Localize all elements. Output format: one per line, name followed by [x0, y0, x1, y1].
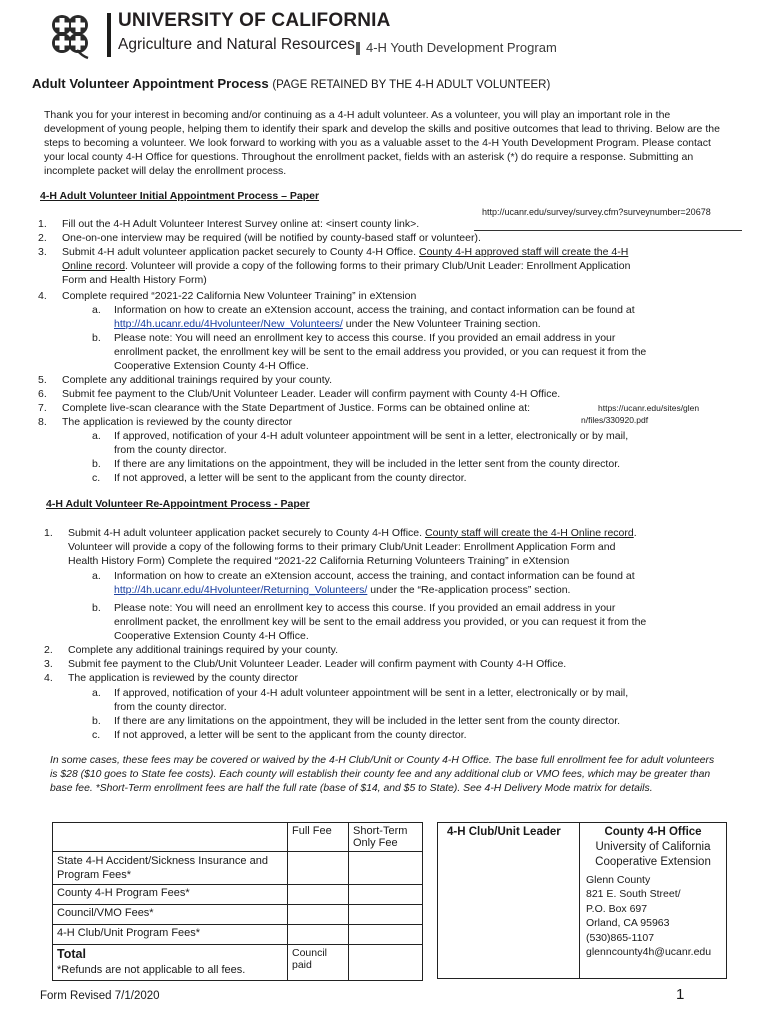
- reappt-step-4: The application is reviewed by the county director: [68, 672, 298, 684]
- new-volunteers-link[interactable]: http://4h.ucanr.edu/4Hvolunteer/New_Volunteers/: [114, 318, 343, 330]
- fee-input[interactable]: [288, 852, 349, 885]
- reappt-step-4b: If there are any limitations on the appointment, they will be included in the letter sent from the county director.: [114, 715, 621, 727]
- initial-step-8: The application is reviewed by the county director: [62, 416, 292, 428]
- fee-input[interactable]: [288, 885, 349, 905]
- county-email[interactable]: glenncounty4h@ucanr.edu: [586, 946, 712, 959]
- survey-url-line: [474, 230, 742, 231]
- header-divider: [107, 13, 111, 57]
- county-office: County 4-H Office University of California Cooperative Extension: [595, 826, 711, 868]
- col-short-term-fee: Short-Term Only Fee: [349, 823, 423, 852]
- returning-volunteers-link[interactable]: http://4h.ucanr.edu/4Hvolunteer/Returning_Volunteers/: [114, 584, 368, 596]
- col-full-fee: Full Fee: [288, 823, 349, 852]
- four-leaf-clover-icon: [44, 10, 96, 62]
- initial-step-7: Complete live-scan clearance with the State Department of Justice. Forms can be obtained online at:: [62, 402, 531, 414]
- form-revised: Form Revised 7/1/2020: [40, 990, 160, 1002]
- initial-step-4b: Please note: You will need an enrollment key to access this course. If you provided an email address in your enrollment packet, the enrollment key will be sent to the email address you provided, or you can request it from the Cooperative Extension County 4-H Office.: [114, 332, 647, 372]
- reappt-step-3: Submit fee payment to the Club/Unit Volunteer Leader. Leader will confirm payment with County 4-H Office.: [68, 658, 567, 670]
- contact-box: [437, 822, 727, 979]
- fee-input[interactable]: [349, 885, 423, 905]
- org-division: Agriculture and Natural Resources: [118, 36, 355, 53]
- council-paid: Council paid: [288, 945, 349, 981]
- reappt-step-4c: If not approved, a letter will be sent to the applicant from the county director.: [114, 729, 467, 741]
- fee-note: In some cases, these fees may be covered or waived by the 4-H Club/Unit or County 4-H Office. The base full enrollment fee for adult volunteers is $28 ($10 goes to State fee costs). Each county will establish their county fee and any additional club or VMO fees, which may be greater than base fee. *Short-Term enrollment fees are half the full rate (base of $14, and $5 to State). See 4-H Delivery Mode matrix for details.: [50, 755, 715, 794]
- title-main: Adult Volunteer Appointment Process: [32, 76, 269, 91]
- initial-step-4: Complete required “2021-22 California New Volunteer Training” in eXtension: [62, 290, 417, 302]
- program-name: 4-H Youth Development Program: [366, 40, 557, 55]
- initial-step-3: Submit 4-H adult volunteer application packet securely to County 4-H Office. County 4-H approved staff will create the 4-H Online record. Volunteer will provide a copy of the following forms to their primary Club/Unit Leader: Enrollment Application Form and Health History Form): [62, 246, 631, 286]
- title-sub: (PAGE RETAINED BY THE 4-H ADULT VOLUNTEER): [272, 79, 551, 91]
- initial-step-1: Fill out the 4-H Adult Volunteer Interest Survey online at: <insert county link>.: [62, 218, 420, 230]
- reappt-step-4a: If approved, notification of your 4-H adult volunteer appointment will be sent in a letter, electronically or by mail, from the county director.: [114, 687, 629, 713]
- fee-input[interactable]: [349, 925, 423, 945]
- fee-input[interactable]: [349, 852, 423, 885]
- program-divider: [356, 42, 360, 55]
- initial-step-6: Submit fee payment to the Club/Unit Volunteer Leader. Leader will confirm payment with County 4-H Office.: [62, 388, 561, 400]
- county-address: Glenn County 821 E. South Street/ P.O. Box 697 Orland, CA 95963 (530)865-1107 glenncounty4h@ucanr.edu: [586, 874, 712, 959]
- fee-row-county: County 4-H Program Fees*: [53, 885, 288, 905]
- initial-heading: 4-H Adult Volunteer Initial Appointment Process – Paper: [40, 190, 320, 202]
- fees-table: [52, 822, 423, 981]
- initial-step-8b: If there are any limitations on the appointment, they will be included in the letter sent from the county director.: [114, 458, 621, 470]
- reappointment-heading: 4-H Adult Volunteer Re-Appointment Process - Paper: [46, 498, 310, 510]
- initial-step-5: Complete any additional trainings required by your county.: [62, 374, 333, 386]
- initial-step-8a: If approved, notification of your 4-H adult volunteer appointment will be sent in a letter, electronically or by mail, from the county director.: [114, 430, 629, 456]
- fee-input[interactable]: [288, 925, 349, 945]
- reappt-step-1b: Please note: You will need an enrollment key to access this course. If you provided an email address in your enrollment packet, the enrollment key will be sent to the email address you provided, or you can request it from the Cooperative Extension County 4-H Office.: [114, 602, 647, 642]
- fee-input[interactable]: [349, 945, 423, 981]
- initial-step-2: One-on-one interview may be required (will be notified by county-based staff or volunteer).: [62, 232, 481, 244]
- initial-step-8c: If not approved, a letter will be sent to the applicant from the county director.: [114, 472, 467, 484]
- fee-input[interactable]: [288, 905, 349, 925]
- survey-url[interactable]: http://ucanr.edu/survey/survey.cfm?surveynumber=20678: [482, 207, 711, 217]
- livescan-url-2[interactable]: n/files/330920.pdf: [581, 415, 649, 425]
- livescan-url-1[interactable]: https://ucanr.edu/sites/glen: [598, 403, 700, 413]
- fee-row-club: 4-H Club/Unit Program Fees*: [53, 925, 288, 945]
- fee-input[interactable]: [349, 905, 423, 925]
- reappt-step-1a: Information on how to create an eXtension account, access the training, and contact information can be found at http://4h.ucanr.edu/4Hvolunteer/Returning_Volunteers/ under the “Re-application process” section.: [114, 570, 635, 596]
- page-number: 1: [676, 986, 685, 1003]
- org-name: UNIVERSITY OF CALIFORNIA: [118, 10, 391, 31]
- reappt-step-1: Submit 4-H adult volunteer application packet securely to County 4-H Office. County staff will create the 4-H Online record. Volunteer will provide a copy of the following forms to their primary Club/Unit Leader: Enrollment Application Form and Health History Form) Complete the required “2021-22 California Returning Volunteers Training” in eXtension: [68, 527, 637, 567]
- club-leader-label: 4-H Club/Unit Leader: [447, 826, 561, 838]
- initial-step-4a: Information on how to create an eXtension account, access the training, and contact information can be found at http://4h.ucanr.edu/4Hvolunteer/New_Volunteers/ under the New Volunteer Training section.: [114, 304, 635, 330]
- fee-row-council: Council/VMO Fees*: [53, 905, 288, 925]
- intro-paragraph: Thank you for your interest in becoming and/or continuing as a 4-H adult volunteer. As a volunteer, you will play an important role in the development of young people, helping them to identify their spark and develop the skills and positive outcomes that lead to thriving. Below are the steps to becoming a volunteer. We look forward to working with you as a valuable asset to the 4-H Youth Development Program. Please contact your local county 4-H Office for questions. Throughout the enrollment packet, fields with an asterisk (*) do require a response. Submitting an incomplete packet will delay the enrollment process.: [44, 109, 720, 177]
- fee-row-state: State 4-H Accident/Sickness Insurance and Program Fees*: [53, 852, 288, 885]
- fee-row-total: Total *Refunds are not applicable to all fees.: [53, 945, 288, 981]
- page-title: [32, 76, 550, 91]
- reappt-step-2: Complete any additional trainings required by your county.: [68, 644, 339, 656]
